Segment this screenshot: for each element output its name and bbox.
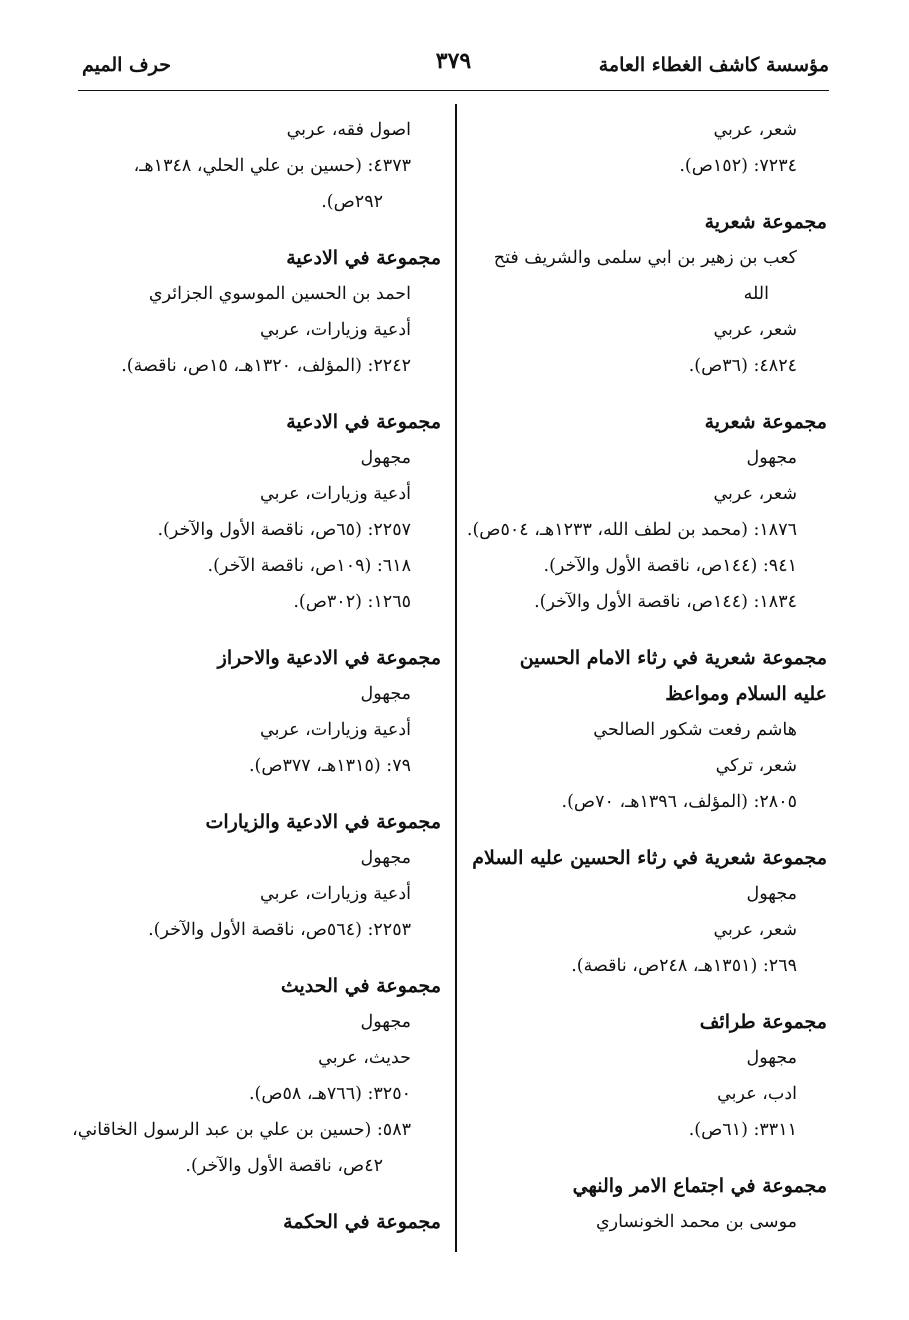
entry-detail: شعر، عربي	[713, 484, 797, 504]
entry-reference: ٣٣١١: (٦١ص).	[688, 1120, 797, 1140]
entry-reference: ٥٨٣: (حسين بن علي بن عبد الرسول الخاقاني،	[72, 1120, 411, 1140]
entry-detail: شعر، عربي	[713, 320, 797, 340]
entry-reference-continued: ٤٢ص، ناقصة الأول والآخر).	[185, 1156, 383, 1176]
entry-reference: ١٢٦٥: (٣٠٢ص).	[293, 592, 411, 612]
entry-detail: شعر، عربي	[713, 920, 797, 940]
entry-reference: ٧٩: (١٣١٥هـ، ٣٧٧ص).	[248, 756, 411, 776]
entry-reference: ١٨٧٦: (محمد بن لطف الله، ١٢٣٣هـ، ٥٠٤ص).	[466, 520, 797, 540]
page-number: ٣٧٩	[435, 48, 472, 74]
entry-detail: مجهول	[360, 684, 411, 704]
catalog-entry	[491, 1004, 827, 1148]
catalog-entry	[491, 204, 827, 384]
entry-title: مجموعة في اجتماع الامر والنهي	[572, 1175, 827, 1197]
entry-detail: مجهول	[746, 448, 797, 468]
entry-reference-continued: ٢٩٢ص).	[321, 192, 383, 212]
entry-detail: مجهول	[360, 1012, 411, 1032]
entry-reference: ٣٢٥٠: (٧٦٦هـ، ٥٨ص).	[248, 1084, 411, 1104]
entry-detail: شعر، عربي	[713, 120, 797, 140]
entry-title: مجموعة في الادعية والزيارات	[205, 811, 441, 833]
catalog-entry	[63, 404, 441, 620]
entry-title: مجموعة في الادعية	[286, 247, 441, 269]
entry-reference: ٧٢٣٤: (١٥٢ص).	[679, 156, 797, 176]
entry-reference: ٤٨٢٤: (٣٦ص).	[688, 356, 797, 376]
page-header	[78, 46, 829, 91]
column-divider	[455, 104, 457, 1252]
entry-title: مجموعة في الحديث	[280, 975, 441, 997]
entry-detail: موسى بن محمد الخونساري	[595, 1212, 797, 1232]
entry-reference: ٤٣٧٣: (حسين بن علي الحلي، ١٣٤٨هـ،	[133, 156, 411, 176]
entry-detail: أدعية وزيارات، عربي	[260, 484, 411, 504]
entry-reference: ٢٢٤٢: (المؤلف، ١٣٢٠هـ، ١٥ص، ناقصة).	[121, 356, 411, 376]
catalog-entry	[63, 112, 441, 220]
entry-detail: احمد بن الحسين الموسوي الجزائري	[148, 284, 411, 304]
entry-title: مجموعة شعرية	[704, 411, 827, 433]
entry-reference: ٢٢٥٣: (٥٦٤ص، ناقصة الأول والآخر).	[148, 920, 411, 940]
entry-detail: أدعية وزيارات، عربي	[260, 320, 411, 340]
entry-title: مجموعة شعرية في رثاء الحسين عليه السلام	[472, 847, 827, 869]
entry-detail: اصول فقه، عربي	[286, 120, 411, 140]
entry-detail: أدعية وزيارات، عربي	[260, 720, 411, 740]
entry-detail: ادب، عربي	[717, 1084, 797, 1104]
catalog-entry	[63, 640, 441, 784]
left-column	[63, 112, 441, 1260]
publisher-name: مؤسسة كاشف الغطاء العامة	[598, 54, 829, 76]
entry-reference: ٦١٨: (١٠٩ص، ناقصة الآخر).	[207, 556, 411, 576]
catalog-entry	[491, 640, 827, 820]
entry-detail: هاشم رفعت شكور الصالحي	[593, 720, 797, 740]
catalog-entry	[472, 840, 827, 984]
entry-title: مجموعة شعرية	[704, 211, 827, 233]
entry-detail: مجهول	[360, 848, 411, 868]
entry-reference: ١٨٣٤: (١٤٤ص، ناقصة الأول والآخر).	[534, 592, 797, 612]
entry-detail: مجهول	[746, 884, 797, 904]
entry-reference: ٢٦٩: (١٣٥١هـ، ٢٤٨ص، ناقصة).	[571, 956, 797, 976]
entry-detail: كعب بن زهير بن ابي سلمى والشريف فتح	[493, 248, 797, 268]
catalog-entry	[63, 804, 441, 948]
catalog-entry	[63, 968, 441, 1184]
catalog-entry	[63, 1204, 441, 1240]
section-letter: حرف الميم	[82, 54, 171, 76]
entry-detail: أدعية وزيارات، عربي	[260, 884, 411, 904]
entry-title: مجموعة في الادعية والاحراز	[217, 647, 441, 669]
entry-title: مجموعة طرائف	[699, 1011, 827, 1033]
catalog-entry	[63, 240, 441, 384]
catalog-entry	[466, 404, 827, 620]
entry-reference: ٩٤١: (١٤٤ص، ناقصة الأول والآخر).	[543, 556, 797, 576]
right-column	[466, 112, 827, 1260]
entry-reference: ٢٢٥٧: (٦٥ص، ناقصة الأول والآخر).	[157, 520, 411, 540]
entry-title: مجموعة شعرية في رثاء الامام الحسين	[519, 647, 827, 669]
entry-detail: شعر، تركي	[715, 756, 797, 776]
entry-title: مجموعة في الحكمة	[283, 1211, 441, 1233]
entry-reference: ٢٨٠٥: (المؤلف، ١٣٩٦هـ، ٧٠ص).	[561, 792, 797, 812]
entry-detail: مجهول	[360, 448, 411, 468]
entry-title: مجموعة في الادعية	[286, 411, 441, 433]
entry-title: عليه السلام ومواعظ	[665, 683, 827, 705]
catalog-entry	[491, 1168, 827, 1240]
entry-reference-continued: الله	[743, 284, 769, 304]
entry-detail: حديث، عربي	[318, 1048, 411, 1068]
entry-detail: مجهول	[746, 1048, 797, 1068]
catalog-entry	[491, 112, 827, 184]
